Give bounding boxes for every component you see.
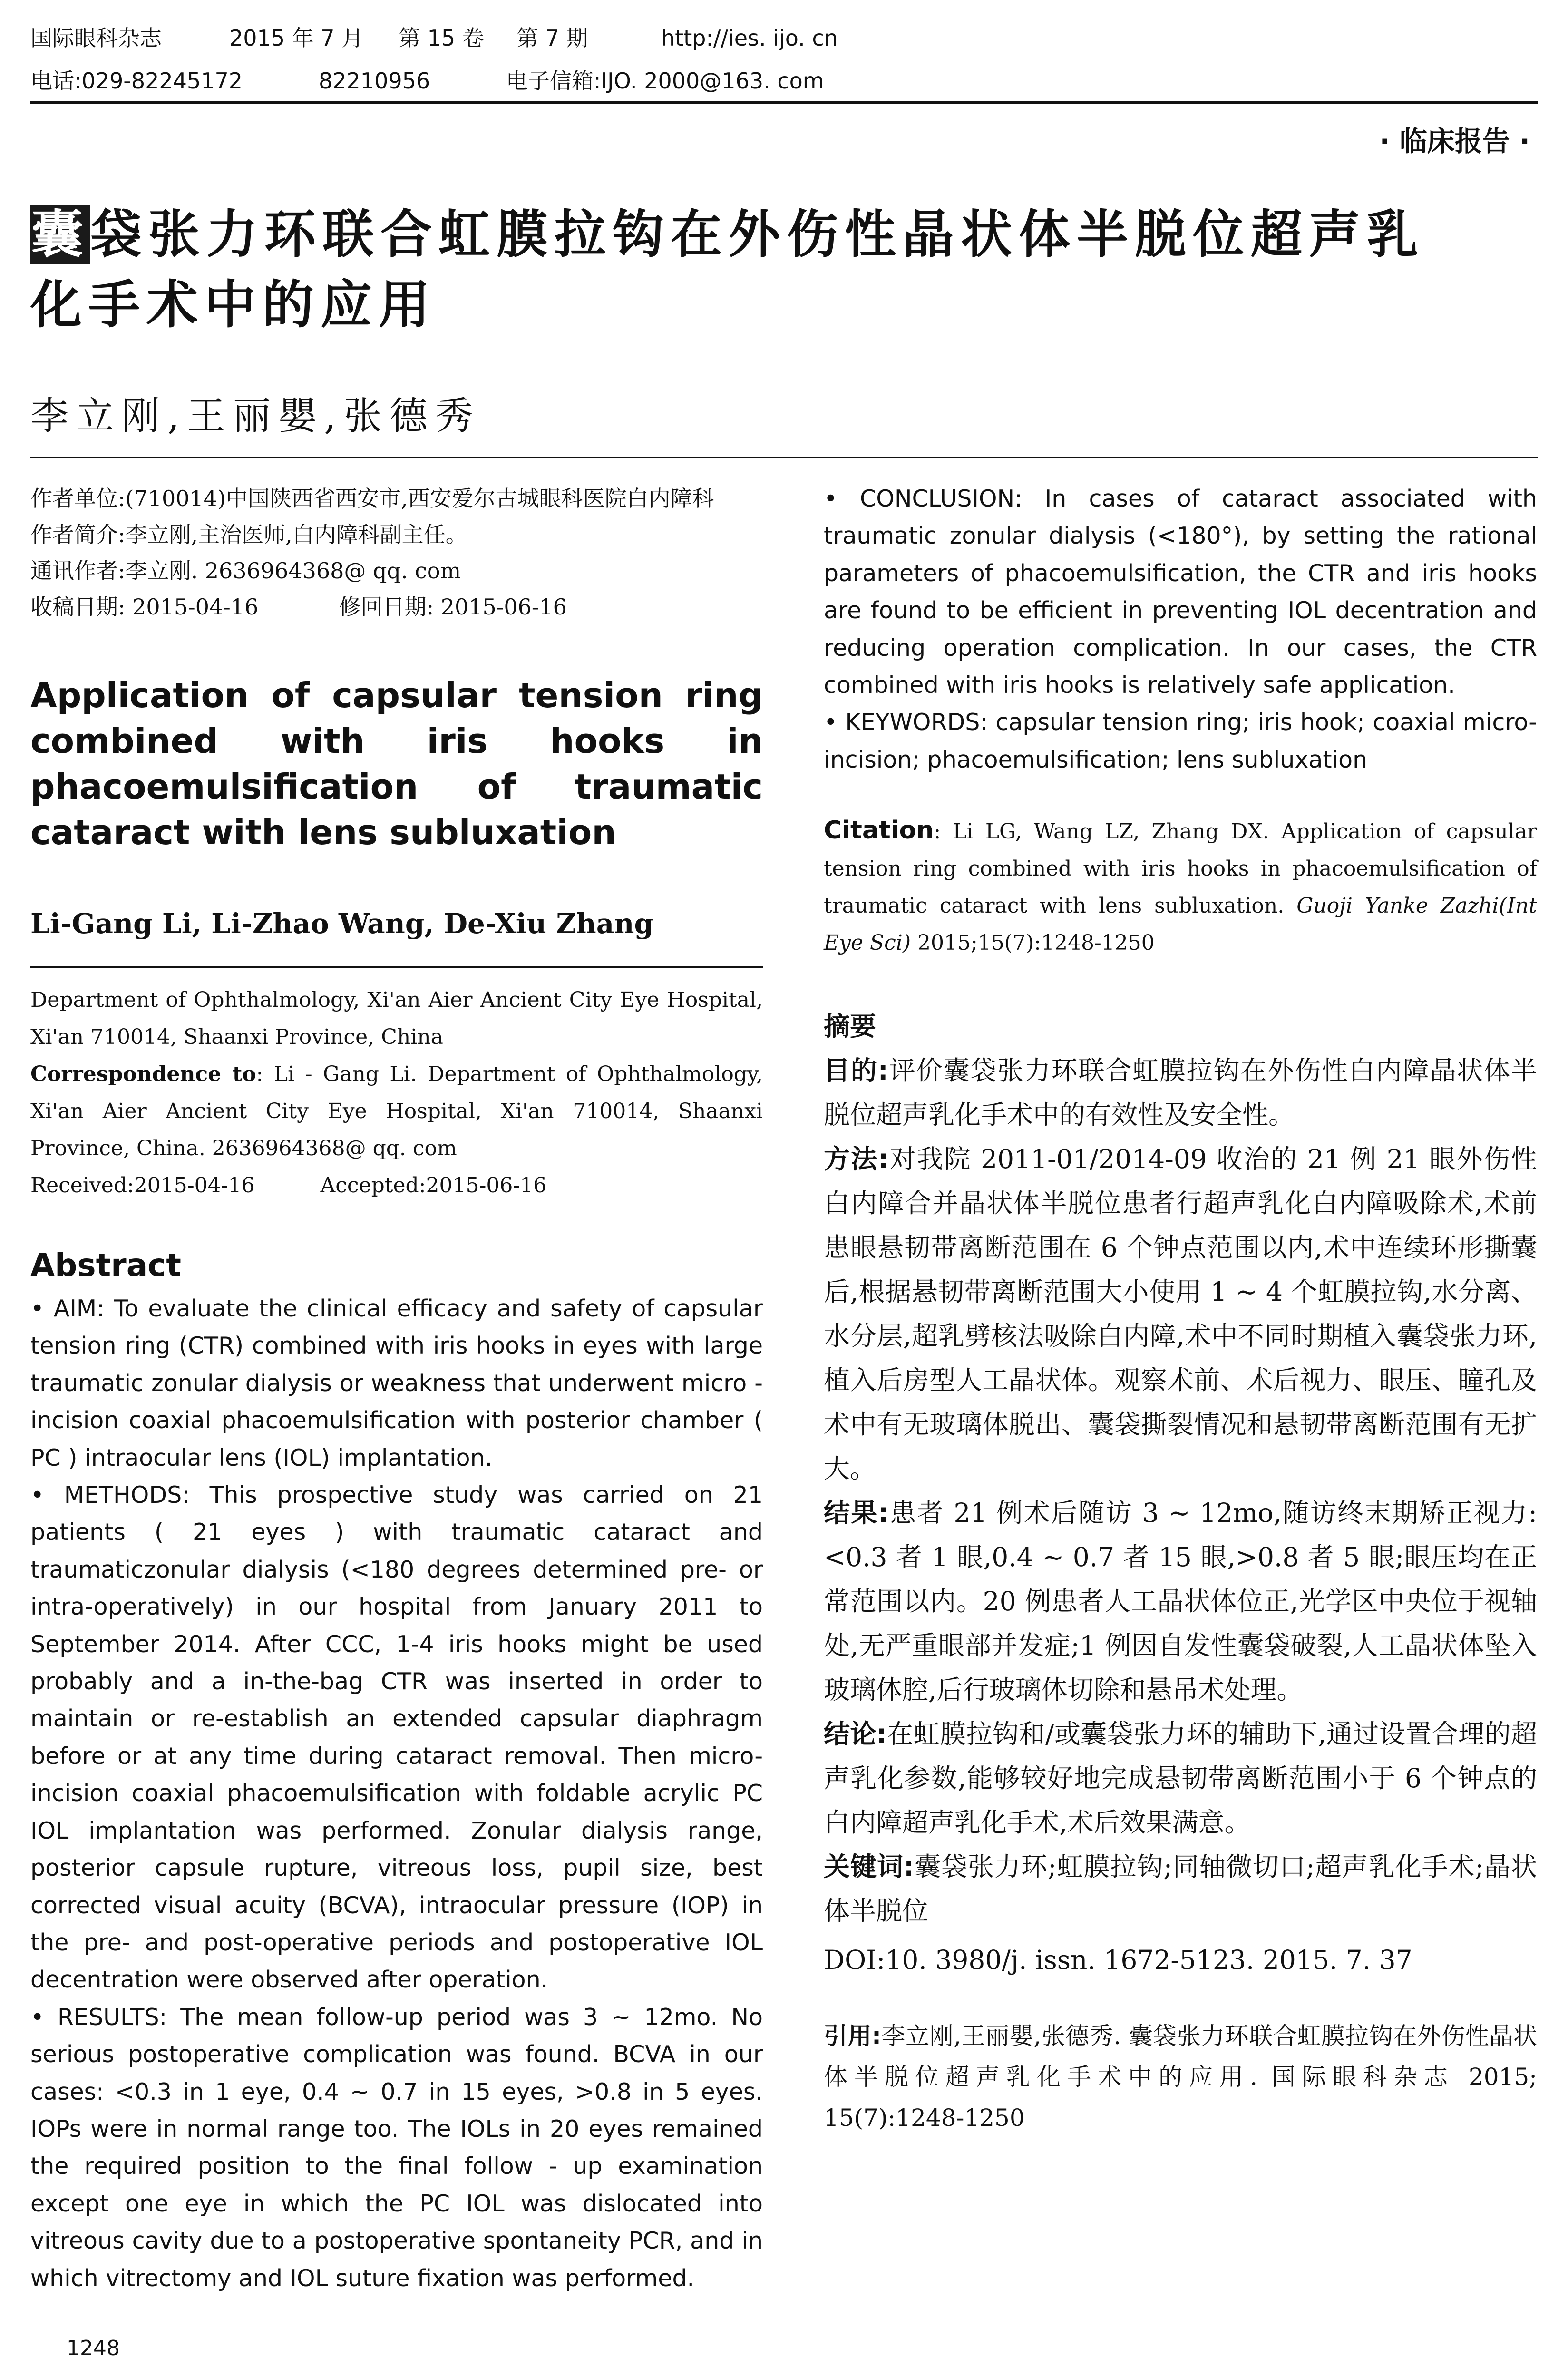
- abstract-cn-methods: 方法:对我院 2011-01/2014-09 收治的 21 例 21 眼外伤性白内障合并晶状体半脱位患者行超声乳化白内障吸除术,术前患眼悬韧带离断范围在 6 个钟点范围以内,术中连续环形撕囊后,根据悬韧带离断范围大小使用 1 ~ 4 个虹膜拉钩,水分离、水分层,超乳劈核法吸除白内障,术中不同时期植入囊袋张力环,植入后房型人工晶状体。观察术前、术后视力、眼压、瞳孔及术中有无玻璃体脱出、囊袋撕裂情况和悬韧带离断范围有无扩大。: [824, 1144, 1538, 1484]
- affiliation-cn: 作者单位:(710014)中国陕西省西安市,西安爱尔古城眼科医院白内障科: [30, 486, 714, 511]
- authors-cn: 李立刚,王丽嬰,张德秀: [30, 394, 481, 438]
- dates-cn: [30, 589, 763, 625]
- abstract-cn-results: 结果:患者 21 例术后随访 3 ~ 12mo,随访终末期矫正视力:<0.3 者 1 眼,0.4 ~ 0.7 者 15 眼,>0.8 者 5 眼;眼压均在正常范围以内。20 例患者人工晶状体位正,光学区中央位于视轴处,无严重眼部并发症;1 例因自发性囊袋破裂,人工晶状体坠入玻璃体腔,后行玻璃体切除和悬吊术处理。: [824, 1498, 1537, 1705]
- article-title-en: Application of capsular tension ring combined with iris hooks in phacoemulsification of traumatic cataract with lens subluxation: [30, 675, 763, 852]
- correspondence-label: Correspondence to: [30, 1062, 256, 1086]
- abstract-cn-keywords: 关键词:囊袋张力环;虹膜拉钩;同轴微切口;超声乳化手术;晶状体半脱位: [824, 1851, 1537, 1927]
- authors-rule: [30, 457, 1538, 458]
- left-column: [30, 480, 763, 2297]
- header-rule: [30, 101, 1538, 104]
- abstract-en-left: [30, 1290, 763, 2297]
- title-line-1: 袋张力环联合虹膜拉钩在外伤性晶状体半脱位超声乳: [90, 205, 1425, 264]
- doi[interactable]: DOI:10. 3980/j. issn. 1672-5123. 2015. 7. 37: [824, 1945, 1412, 1976]
- abstract-cn-heading: 摘要: [824, 1011, 877, 1042]
- authors-en: Li-Gang Li, Li-Zhao Wang, De-Xiu Zhang: [30, 907, 654, 940]
- revised-cn: 修回日期: 2015-06-16: [339, 594, 567, 620]
- title-drop-char: 囊: [31, 205, 90, 264]
- received-cn: 收稿日期: 2015-04-16: [30, 594, 259, 620]
- corresponding-cn: 通讯作者:李立刚. 2636964368@ qq. com: [30, 558, 461, 584]
- abstract-heading: Abstract: [30, 1247, 181, 1284]
- volume: 第 15 卷: [399, 25, 484, 51]
- phone: 电话:029-82245172: [30, 68, 243, 94]
- article-title-cn: [30, 200, 1552, 341]
- abstract-conclusion: • CONCLUSION: In cases of cataract associated with traumatic zonular dialysis (<180°), by setting the rational parameters of phacoemulsification, the CTR and iris hooks are found to be efficient in preventing IOL decentration and reducing operation complication. In our cases, the CTR combined with iris hooks is relatively safe application.: [824, 485, 1537, 699]
- journal-name: 国际眼科杂志: [30, 25, 162, 51]
- abstract-cn-conclusion: 结论:在虹膜拉钩和/或囊袋张力环的辅助下,通过设置合理的超声乳化参数,能够较好地完成悬韧带离断范围小于 6 个钟点的白内障超声乳化手术,术后效果满意。: [824, 1719, 1538, 1838]
- abstract-keywords: • KEYWORDS: capsular tension ring; iris hook; coaxial micro-incision; phacoemulsification; lens subluxation: [824, 709, 1537, 773]
- phone-2: 82210956: [319, 68, 430, 94]
- dates-en: [30, 1167, 763, 1204]
- issue-date: 2015 年 7 月: [229, 25, 364, 51]
- abstract-en-right: [824, 480, 1537, 779]
- received-en: Received:2015-04-16: [30, 1173, 255, 1198]
- right-column: [824, 480, 1537, 2138]
- citation-en: Citation: Li LG, Wang LZ, Zhang DX. Application of capsular tension ring combined with iris hooks in phacoemulsification of traumatic cataract with lens subluxation. Guoji Yanke Zazhi(Int Eye Sci) 2015;15(7):1248-1250: [824, 816, 1537, 955]
- authors-en-rule: [30, 966, 763, 968]
- citation-cn: 引用:李立刚,王丽嬰,张德秀. 囊袋张力环联合虹膜拉钩在外伤性晶状体半脱位超声乳化手术中的应用. 国际眼科杂志 2015; 15(7):1248-1250: [824, 2022, 1537, 2132]
- email[interactable]: 电子信箱:IJO. 2000@163. com: [506, 68, 824, 94]
- accepted-en: Accepted:2015-06-16: [320, 1173, 547, 1198]
- abstract-aim: • AIM: To evaluate the clinical efficacy and safety of capsular tension ring (CTR) combined with iris hooks in eyes with large traumatic zonular dialysis or weakness that underwent micro - incision coaxial phacoemulsification with posterior chamber ( PC ) intraocular lens (IOL) implantation.: [30, 1295, 763, 1471]
- correspondence-text: : Li - Gang Li. Department of Ophthalmology, Xi'an Aier Ancient City Eye Hospital, Xi'an 710014, Shaanxi Province, China. 2636964368@ qq. com: [30, 1062, 763, 1160]
- citation-journal: Guoji Yanke Zazhi(Int Eye Sci): [824, 894, 1537, 955]
- department-en: Department of Ophthalmology, Xi'an Aier Ancient City Eye Hospital, Xi'an 710014, Shaanxi Province, China: [30, 988, 763, 1049]
- journal-url[interactable]: http://ies. ijo. cn: [661, 25, 838, 51]
- correspondence-en: [30, 1056, 763, 1167]
- issue: 第 7 期: [516, 25, 588, 51]
- abstract-results: • RESULTS: The mean follow-up period was 3 ~ 12mo. No serious postoperative complication was found. BCVA in our cases: <0.3 in 1 eye, 0.4 ~ 0.7 in 15 eyes, >0.8 in 5 eyes. IOPs were in normal range too. The IOLs in 20 eyes remained the required position to the final follow - up examination except one eye in which the PC IOL was dislocated into vitreous cavity due to a postoperative spontaneity PCR, and in which vitrectomy and IOL suture fixation was performed.: [30, 2003, 763, 2292]
- column-label: · 临床报告 ·: [1379, 125, 1530, 157]
- abstract-cn-aim: 目的:评价囊袋张力环联合虹膜拉钩在外伤性白内障晶状体半脱位超声乳化手术中的有效性及安全性。: [824, 1055, 1537, 1130]
- citation-label: Citation: [824, 816, 934, 845]
- author-bio-cn: 作者简介:李立刚,主治医师,白内障科副主任。: [30, 522, 467, 547]
- abstract-cn: [824, 1004, 1537, 1982]
- page-number: 1248: [67, 2336, 120, 2360]
- title-line-2: 化手术中的应用: [30, 275, 437, 335]
- abstract-methods: • METHODS: This prospective study was carried on 21 patients ( 21 eyes ) with traumatic cataract and traumaticzonular dialysis (<180 degrees determined pre- or intra-operatively) in our hospital from January 2011 to September 2014. After CCC, 1-4 iris hooks might be used probably and a in-the-bag CTR was inserted in order to maintain or re-establish an extended capsular diaphragm before or at any time during cataract removal. Then micro-incision coaxial phacoemulsification with foldable acrylic PC IOL implantation was performed. Zonular dialysis range, posterior capsule rupture, vitreous loss, pupil size, best corrected visual acuity (BCVA), intraocular pressure (IOP) in the pre- and post-operative periods and postoperative IOL decentration were observed after operation.: [30, 1481, 763, 1994]
